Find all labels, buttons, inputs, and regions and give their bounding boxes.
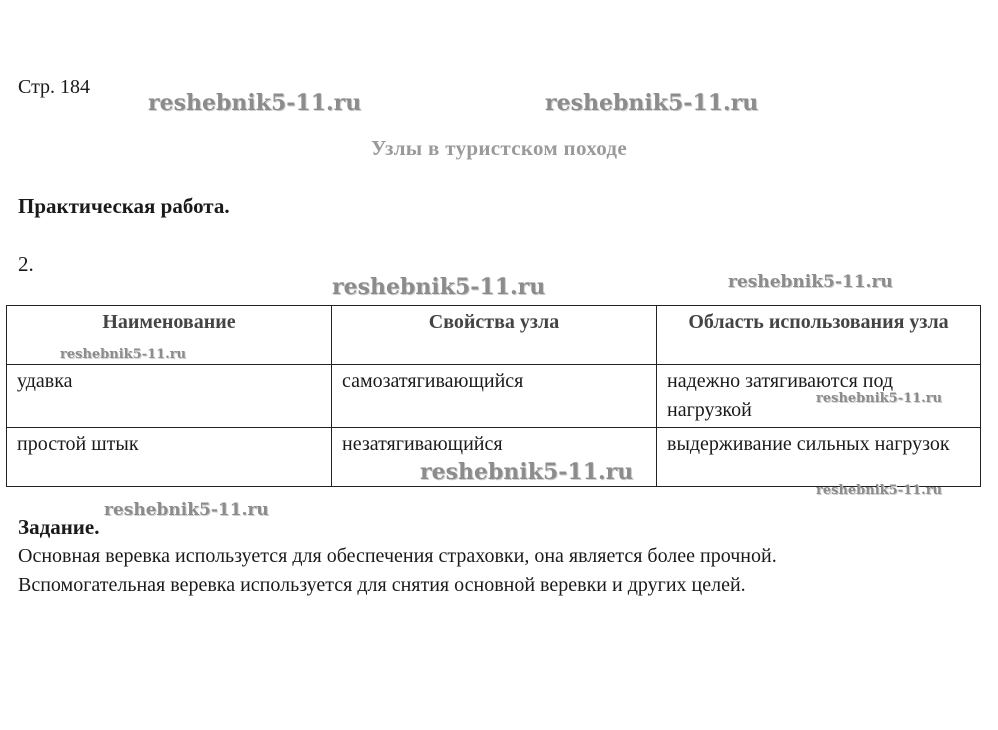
watermark: reshebnik5-11.ru: [332, 274, 546, 300]
table-row: [7, 365, 981, 428]
cell-name: удавка: [7, 365, 332, 428]
column-header-properties: Свойства узла: [332, 306, 657, 365]
cell-properties: самозатягивающийся: [332, 365, 657, 428]
task-block: [18, 513, 993, 600]
watermark: reshebnik5-11.ru: [148, 90, 362, 116]
watermark: reshebnik5-11.ru: [545, 90, 759, 116]
watermark: reshebnik5-11.ru: [728, 272, 893, 292]
table-header-row: [7, 306, 981, 365]
watermark: reshebnik5-11.ru: [60, 347, 187, 362]
watermark: reshebnik5-11.ru: [420, 459, 634, 485]
watermark: reshebnik5-11.ru: [816, 483, 943, 498]
watermark: reshebnik5-11.ru: [816, 391, 943, 406]
cell-usage: выдерживание сильных нагрузок: [657, 428, 981, 487]
task-line: Основная веревка используется для обеспечения страховки, она является более прочной.: [18, 545, 777, 567]
knots-table: [6, 305, 981, 487]
column-header-name: Наименование: [7, 306, 332, 365]
topic-title: Узлы в туристском походе: [371, 136, 627, 160]
cell-properties: незатягивающийся: [332, 428, 657, 487]
column-header-usage: Область использования узла: [657, 306, 981, 365]
watermark: reshebnik5-11.ru: [104, 500, 269, 520]
task-heading: Задание.: [18, 515, 100, 539]
table-row: [7, 428, 981, 487]
cell-usage: надежно затягиваются под нагрузкой: [657, 365, 981, 428]
section-heading: Практическая работа.: [18, 194, 230, 218]
cell-name: простой штык: [7, 428, 332, 487]
page-reference: Стр. 184: [18, 76, 91, 98]
item-number: 2.: [18, 252, 34, 276]
task-line: Вспомогательная веревка используется для снятия основной веревки и других целей.: [18, 574, 746, 596]
